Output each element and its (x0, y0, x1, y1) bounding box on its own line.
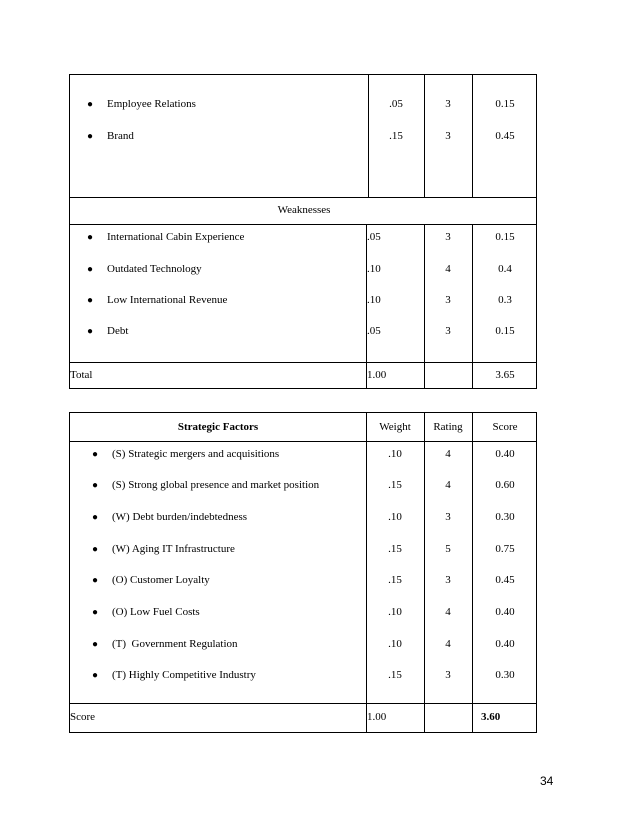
total-weight: 1.00 (367, 369, 387, 381)
total-label: Total (70, 369, 93, 381)
factor-label: International Cabin Experience (107, 231, 245, 243)
weight-value: .15 (388, 543, 402, 555)
weaknesses-heading: Weaknesses (277, 204, 331, 216)
header-score: Score (492, 421, 518, 433)
score-value: 0.15 (495, 98, 515, 110)
factor-label: Employee Relations (107, 98, 196, 110)
bullet-icon: ● (87, 131, 94, 142)
score-value: 0.40 (495, 638, 515, 650)
score-value: 0.15 (495, 325, 515, 337)
rating-value: 3 (445, 669, 451, 681)
row-divider (70, 224, 536, 225)
bullet-icon: ● (92, 639, 99, 650)
factor-label: (W) Debt burden/indebtedness (112, 511, 248, 523)
factor-label: Outdated Technology (107, 263, 202, 275)
score-value: 0.75 (495, 543, 515, 555)
total-score: 3.65 (495, 369, 515, 381)
rating-value: 4 (445, 448, 451, 460)
weight-value: .15 (389, 130, 403, 142)
rating-value: 4 (445, 606, 451, 618)
factor-label: (O) Low Fuel Costs (112, 606, 200, 618)
bullet-icon: ● (92, 512, 99, 523)
weight-value: .10 (388, 606, 402, 618)
bullet-icon: ● (87, 326, 94, 337)
bullet-icon: ● (92, 575, 99, 586)
total-weight: 1.00 (367, 711, 387, 723)
factor-label: Low International Revenue (107, 294, 228, 306)
rating-value: 3 (445, 294, 451, 306)
score-value: 0.30 (495, 511, 515, 523)
header-weight: Weight (379, 421, 411, 433)
factor-label: (T) Highly Competitive Industry (112, 669, 256, 681)
score-value: 0.40 (495, 448, 515, 460)
weight-value: .15 (388, 669, 402, 681)
rating-value: 3 (445, 574, 451, 586)
rating-value: 4 (445, 638, 451, 650)
bullet-icon: ● (92, 544, 99, 555)
weight-value: .10 (388, 638, 402, 650)
bullet-icon: ● (87, 99, 94, 110)
score-value: 0.4 (498, 263, 512, 275)
header-strategic-factors: Strategic Factors (177, 421, 259, 433)
rating-value: 4 (445, 479, 451, 491)
score-value: 0.30 (495, 669, 515, 681)
rating-value: 3 (445, 325, 451, 337)
total-score: 3.60 (481, 711, 501, 723)
weight-value: .10 (367, 294, 381, 306)
score-value: 0.45 (495, 574, 515, 586)
strategic-factors-table (69, 412, 537, 733)
factor-label: (W) Aging IT Infrastructure (112, 543, 235, 555)
score-value: 0.3 (498, 294, 512, 306)
factor-label: (O) Customer Loyalty (112, 574, 210, 586)
score-value: 0.45 (495, 130, 515, 142)
row-divider (70, 441, 536, 442)
bullet-icon: ● (92, 480, 99, 491)
bullet-icon: ● (92, 449, 99, 460)
header-rating: Rating (433, 421, 463, 433)
factor-label: Debt (107, 325, 129, 337)
weight-value: .05 (367, 325, 381, 337)
rating-value: 4 (445, 263, 451, 275)
weight-value: .05 (389, 98, 403, 110)
bullet-icon: ● (87, 295, 94, 306)
rating-value: 3 (445, 231, 451, 243)
bullet-icon: ● (92, 607, 99, 618)
weight-value: .10 (367, 263, 381, 275)
weight-value: .10 (388, 448, 402, 460)
rating-value: 5 (445, 543, 451, 555)
total-label: Score (70, 711, 96, 723)
row-divider (70, 362, 536, 363)
rating-value: 3 (445, 511, 451, 523)
bullet-icon: ● (87, 232, 94, 243)
swot-weights-table (69, 74, 537, 389)
score-value: 0.60 (495, 479, 515, 491)
weight-value: .15 (388, 479, 402, 491)
rating-value: 3 (445, 98, 451, 110)
score-value: 0.15 (495, 231, 515, 243)
weight-value: .05 (367, 231, 381, 243)
weight-value: .15 (388, 574, 402, 586)
bullet-icon: ● (87, 264, 94, 275)
weight-value: .10 (388, 511, 402, 523)
factor-label: (T) Government Regulation (112, 638, 238, 650)
bullet-icon: ● (92, 670, 99, 681)
factor-label: (S) Strategic mergers and acquisitions (112, 448, 280, 460)
score-value: 0.40 (495, 606, 515, 618)
factor-label: Brand (107, 130, 134, 142)
row-divider (70, 703, 536, 704)
rating-value: 3 (445, 130, 451, 142)
page-number: 34 (540, 774, 554, 788)
factor-label: (S) Strong global presence and market position (112, 479, 320, 491)
row-divider (70, 197, 536, 198)
